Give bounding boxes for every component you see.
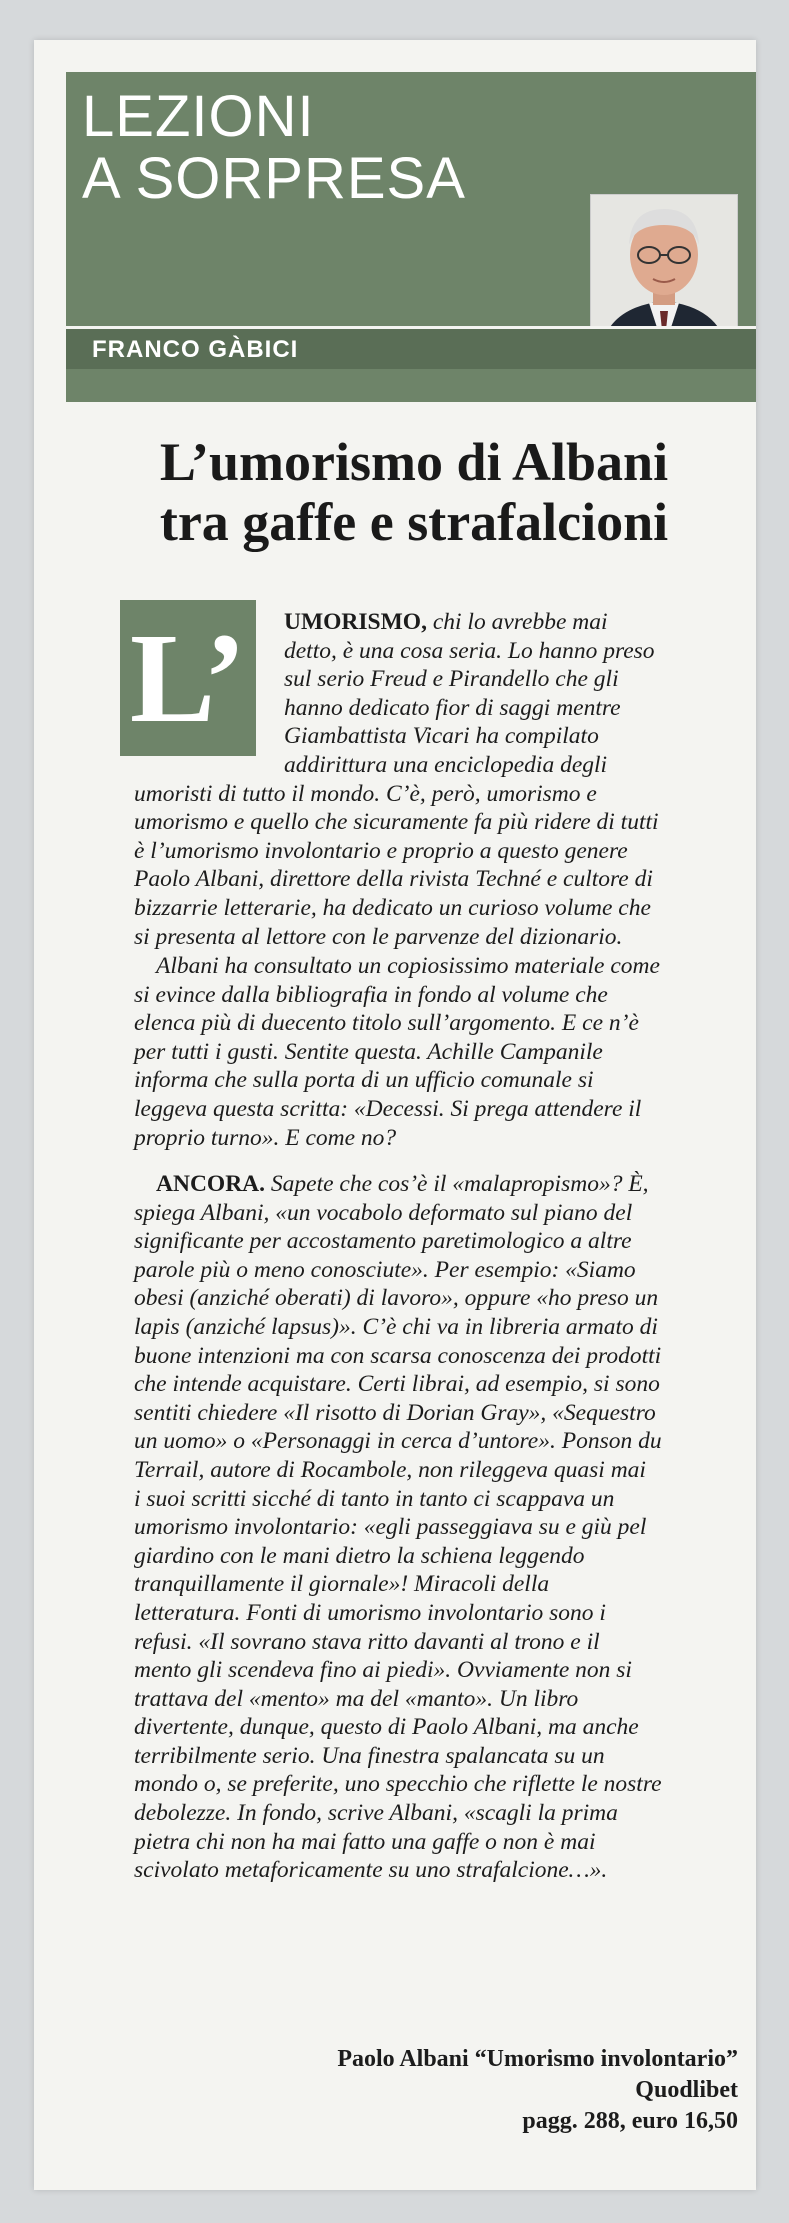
column-title-line: A SORPRESA <box>82 146 466 211</box>
text-line: significante per accostamento paretimologico a altre <box>134 1228 632 1255</box>
text-line: mento gli scendeva fino ai piedi». Ovviamente non si <box>134 1657 632 1684</box>
headline-line: L’umorismo di Albani <box>159 432 669 492</box>
text-line: sul serio Freud e Pirandello che gli <box>284 666 619 693</box>
text-line: buone intenzioni ma con scarsa conoscenza dei prodotti <box>134 1342 662 1369</box>
text-line: è l’umorismo involontario e proprio a questo genere <box>134 837 628 864</box>
text-line: refusi. «Il sovrano stava ritto davanti al trono e il <box>134 1628 600 1655</box>
headline-line: tra gaffe e strafalcioni <box>159 492 669 552</box>
text-line: hanno dedicato fior di saggi mentre <box>284 694 621 721</box>
text-line: che intende acquistare. Certi librai, ad esempio, si sono <box>134 1371 660 1398</box>
text-line: lapis (anziché lapsus)». C’è chi va in libreria armato di <box>134 1313 658 1340</box>
paragraph-1 <box>134 608 740 951</box>
text-line: obesi (anziché oberati) di lavoro», oppure «ho preso un <box>134 1285 659 1312</box>
book-title: Paolo Albani “Umorismo involontario” <box>337 2046 738 2072</box>
paragraph-2 <box>134 952 740 1152</box>
book-price: pagg. 288, euro 16,50 <box>522 2108 738 2134</box>
book-credits <box>337 2044 738 2137</box>
text-line: mondo o, se preferite, uno specchio che riflette le nostre <box>134 1771 662 1798</box>
text-line: sentiti chiedere «Il risotto di Dorian Gray», «Sequestro <box>134 1399 656 1426</box>
drop-cap-letter: L’ <box>129 607 247 749</box>
text-line: bizzarrie letterarie, ha dedicato un curioso volume che <box>134 894 651 921</box>
text-line: si presenta al lettore con le parvenze del dizionario. <box>134 923 623 950</box>
text-line: leggeva questa scritta: «Decessi. Si prega attendere il <box>134 1095 642 1122</box>
text-line: addirittura una enciclopedia degli <box>284 751 608 778</box>
text-line: Giambattista Vicari ha compilato <box>284 723 599 750</box>
text-line: umorismo e quello che sicuramente fa più ridere di tutti <box>134 809 659 836</box>
text-line: umoristi di tutto il mondo. C’è, però, umorismo e <box>134 780 597 807</box>
text-line: i suoi scritti sicché di tanto in tanto ci scappava un <box>134 1485 615 1512</box>
text-line: umorismo involontario: «egli passeggiava su e giù pel <box>134 1514 647 1541</box>
text-line: elenca più di duecento titolo sull’argomento. E ce n’è <box>134 1010 639 1037</box>
text-line: parole più o meno conosciute». Per esempio: «Siamo <box>134 1256 636 1283</box>
text-line: Albani ha consultato un copiosissimo materiale come <box>156 953 660 979</box>
text-line: tranquillamente il giornale»! Miracoli della <box>134 1571 550 1598</box>
column-title-line: LEZIONI <box>82 84 315 149</box>
newspaper-clipping <box>34 40 756 2190</box>
text-line: ANCORA. Sapete che cos’è il «malapropismo»? È, <box>156 1171 649 1197</box>
column-title <box>82 86 466 210</box>
text-line: pietra chi non ha mai fatto una gaffe o non è mai <box>134 1828 596 1855</box>
article-headline <box>84 432 744 552</box>
author-byline: FRANCO GÀBICI <box>92 336 299 363</box>
text-line: scivolato metaforicamente su uno strafalcione…». <box>134 1857 608 1884</box>
text-line: terribilmente serio. Una finestra spalancata su un <box>134 1742 605 1769</box>
text-line: proprio turno». E come no? <box>134 1124 397 1151</box>
text-line: giardino con le mani dietro la schiena leggendo <box>134 1542 585 1569</box>
text-line: Paolo Albani, direttore della rivista Techné e cultore di <box>134 866 653 893</box>
text-line: Terrail, autore di Rocambole, non rileggeva quasi mai <box>134 1456 646 1483</box>
text-line: si evince dalla bibliografia in fondo al volume che <box>134 981 608 1008</box>
text-line: debolezze. In fondo, scrive Albani, «scagli la prima <box>134 1800 618 1827</box>
paragraph-3 <box>134 1170 740 1885</box>
book-publisher: Quodlibet <box>635 2077 738 2103</box>
text-line: UMORISMO, chi lo avrebbe mai <box>284 609 608 635</box>
text-line: detto, è una cosa seria. Lo hanno preso <box>284 637 655 664</box>
text-line: spiega Albani, «un vocabolo deformato sul piano del <box>134 1199 633 1226</box>
run-in-heading: ANCORA. <box>156 1171 266 1197</box>
text-line: un uomo» o «Personaggi in cerca d’untore». Ponson du <box>134 1428 662 1455</box>
text-line: informa che sulla porta di un ufficio comunale si <box>134 1067 594 1094</box>
text-line: trattava del «mento» ma del «manto». Un libro <box>134 1685 579 1712</box>
text-line: letteratura. Fonti di umorismo involontario sono i <box>134 1599 606 1626</box>
text-line: per tutti i gusti. Sentite questa. Achille Campanile <box>134 1038 603 1065</box>
text-line: divertente, dunque, questo di Paolo Albani, ma anche <box>134 1714 639 1741</box>
run-in-heading: UMORISMO, <box>284 609 427 635</box>
